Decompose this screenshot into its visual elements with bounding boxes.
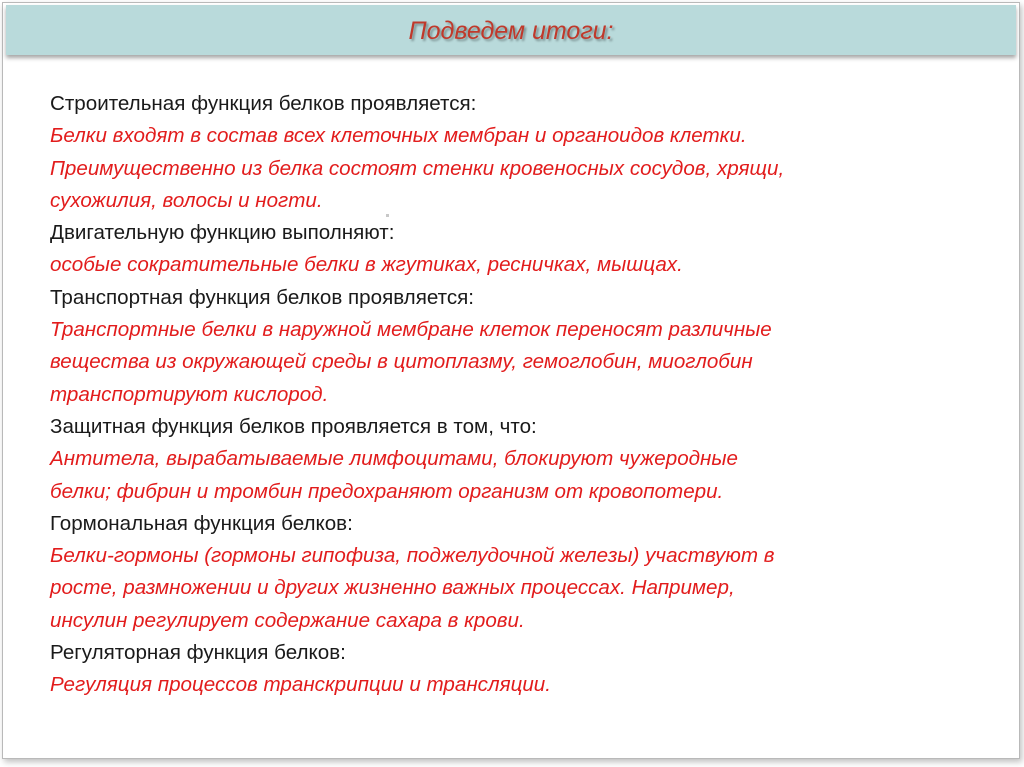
body-line-highlight: Преимущественно из белка состоят стенки кровеносных сосудов, хрящи,	[50, 156, 785, 180]
body-line-highlight: инсулин регулирует содержание сахара в крови.	[50, 608, 525, 632]
body-line-highlight: особые сократительные белки в жгутиках, ресничках, мышцах.	[50, 253, 683, 277]
body-line-heading: Двигательную функцию выполняют:	[50, 221, 395, 245]
slide-title: Подведем итоги:	[408, 17, 614, 45]
body-line-highlight: транспортируют кислород.	[50, 382, 329, 406]
body-line-highlight: белки; фибрин и тромбин предохраняют организм от кровопотери.	[50, 479, 724, 503]
body-line-heading: Строительная функция белков проявляется:	[50, 92, 477, 115]
body-line-highlight: сухожилия, волосы и ногти.	[50, 188, 323, 212]
body-line-highlight: росте, размножении и других жизненно важных процессах. Например,	[50, 576, 735, 600]
body-line-heading: Регуляторная функция белков:	[50, 641, 346, 665]
body-line-highlight: Белки входят в состав всех клеточных мембран и органоидов клетки.	[50, 124, 747, 148]
body-line-heading: Защитная функция белков проявляется в том, что:	[50, 414, 537, 438]
body-line-highlight: вещества из окружающей среды в цитоплазму, гемоглобин, миоглобин	[50, 350, 753, 374]
body-line-highlight: Регуляция процессов транскрипции и трансляции.	[50, 673, 551, 697]
title-bar	[6, 5, 1016, 55]
body-line-heading: Транспортная функция белков проявляется:	[50, 285, 474, 309]
body-line-highlight: Транспортные белки в наружной мембране клеток переносят различные	[50, 318, 772, 342]
slide-body	[50, 88, 980, 702]
small-dot-mark	[386, 214, 389, 217]
body-line-heading: Гормональная функция белков:	[50, 511, 353, 535]
body-line-highlight: Антитела, вырабатываемые лимфоцитами, блокируют чужеродные	[50, 447, 738, 471]
body-line-highlight: Белки-гормоны (гормоны гипофиза, поджелудочной железы) участвуют в	[50, 544, 775, 568]
